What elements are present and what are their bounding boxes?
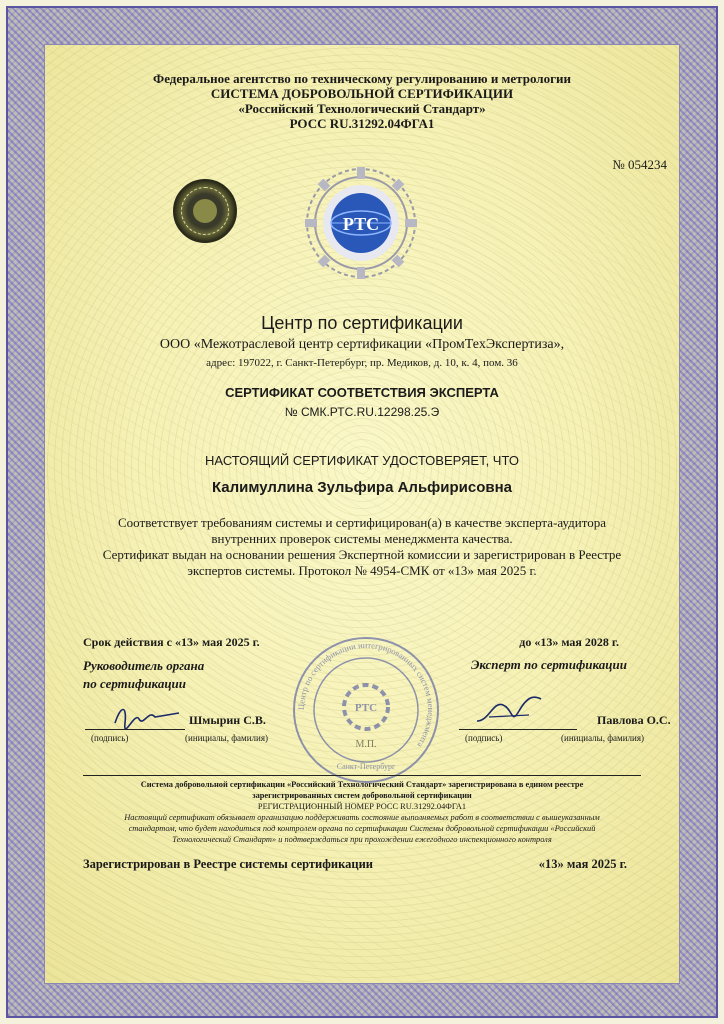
- header-reg-number: РОСС RU.31292.04ФГА1: [289, 116, 435, 131]
- footer-divider: [83, 775, 641, 776]
- expert-role: Эксперт по сертификации: [470, 657, 627, 672]
- hologram-sticker-icon: [173, 179, 237, 243]
- footer-line-4: Настоящий сертификат обязывает организацию поддерживать состояние выполняемых работ в соответствии с вышеуказанным: [124, 813, 600, 822]
- certificate-title: СЕРТИФИКАТ СООТВЕТСТВИЯ ЭКСПЕРТА: [225, 385, 499, 400]
- head-role: [83, 657, 204, 693]
- expert-sign-label: (подпись): [465, 733, 503, 743]
- rts-logo-icon: [301, 163, 421, 283]
- center-title: Центр по сертификации: [261, 313, 463, 333]
- head-role-line-1: Руководитель органа: [83, 658, 205, 673]
- validity-to: до «13» мая 2028 г.: [519, 635, 619, 649]
- certificate-number: № СМК.РТС.RU.12298.25.Э: [284, 405, 440, 419]
- certifies-statement: НАСТОЯЩИЙ СЕРТИФИКАТ УДОСТОВЕРЯЕТ, ЧТО: [205, 453, 519, 468]
- footer-line-6: Технологический Стандарт» и подтверждаться при прохождении ежегодного инспекционного контроля: [172, 835, 552, 844]
- certificate-body: [44, 44, 680, 984]
- head-signature-line: [85, 729, 185, 730]
- body-line-4: экспертов системы. Протокол № 4954-СМК от «13» мая 2025 г.: [187, 563, 537, 578]
- header-agency: Федеральное агентство по техническому регулированию и метрологии: [153, 71, 571, 86]
- footer-line-1: Система добровольной сертификации «Российский Технологический Стандарт» зарегистрирована в едином реестре: [140, 780, 584, 789]
- certificate-text: [65, 515, 659, 579]
- logo-abbr: РТС: [342, 214, 380, 234]
- stamp-city: Санкт-Петербург: [336, 762, 396, 771]
- head-sign-label: (подпись): [91, 733, 129, 743]
- person-name: Калимуллина Зульфира Альфирисовна: [211, 479, 513, 496]
- body-line-3: Сертификат выдан на основании решения Экспертной комиссии и зарегистрирован в Реестре: [102, 547, 622, 562]
- body-line-1: Соответствует требованиям системы и сертифицирован(а) в качестве эксперта-аудитора: [118, 515, 606, 530]
- footer-notice: [69, 779, 655, 845]
- official-stamp-icon: [291, 635, 441, 785]
- expert-signature-icon: [469, 691, 549, 731]
- footer-line-3: РЕГИСТРАЦИОННЫЙ НОМЕР РОСС RU.31292.04ФГА1: [257, 802, 467, 811]
- expert-signature-line: [459, 729, 577, 730]
- expert-initials-label: (инициалы, фамилия): [561, 733, 644, 743]
- header-system: СИСТЕМА ДОБРОВОЛЬНОЙ СЕРТИФИКАЦИИ: [210, 86, 514, 101]
- header: [45, 71, 679, 131]
- expert-name: Павлова О.С.: [597, 713, 671, 727]
- header-standard: «Российский Технологический Стандарт»: [238, 101, 486, 116]
- footer-line-5: стандартом, что будет находиться под контролем органа по сертификации Системы добровольной сертификации «Российский: [128, 824, 596, 833]
- stamp-abbr: РТС: [354, 702, 378, 714]
- head-role-line-2: по сертификации: [83, 676, 187, 691]
- registry-date: «13» мая 2025 г.: [538, 857, 627, 871]
- head-name: Шмырин С.В.: [189, 713, 266, 727]
- certificate-serial: № 054234: [612, 157, 667, 172]
- footer-line-2: зарегистрированных систем добровольной сертификации: [252, 791, 472, 800]
- stamp-mp: М.П.: [355, 739, 377, 750]
- registry-label: Зарегистрирован в Реестре системы сертификации: [83, 857, 373, 871]
- body-line-2: внутренних проверок системы менеджмента качества.: [211, 531, 513, 546]
- organization-address: адрес: 197022, г. Санкт-Петербург, пр. Медиков, д. 10, к. 4, пом. 36: [206, 357, 518, 369]
- head-initials-label: (инициалы, фамилия): [185, 733, 268, 743]
- head-signature-icon: [109, 701, 189, 731]
- validity-from: Срок действия с «13» мая 2025 г.: [83, 635, 260, 649]
- organization-name: ООО «Межотраслевой центр сертификации «ПромТехЭкспертиза»,: [159, 337, 565, 352]
- stamp-ring-text: Центр по сертификации интегрированных систем менеджмента: [295, 639, 437, 750]
